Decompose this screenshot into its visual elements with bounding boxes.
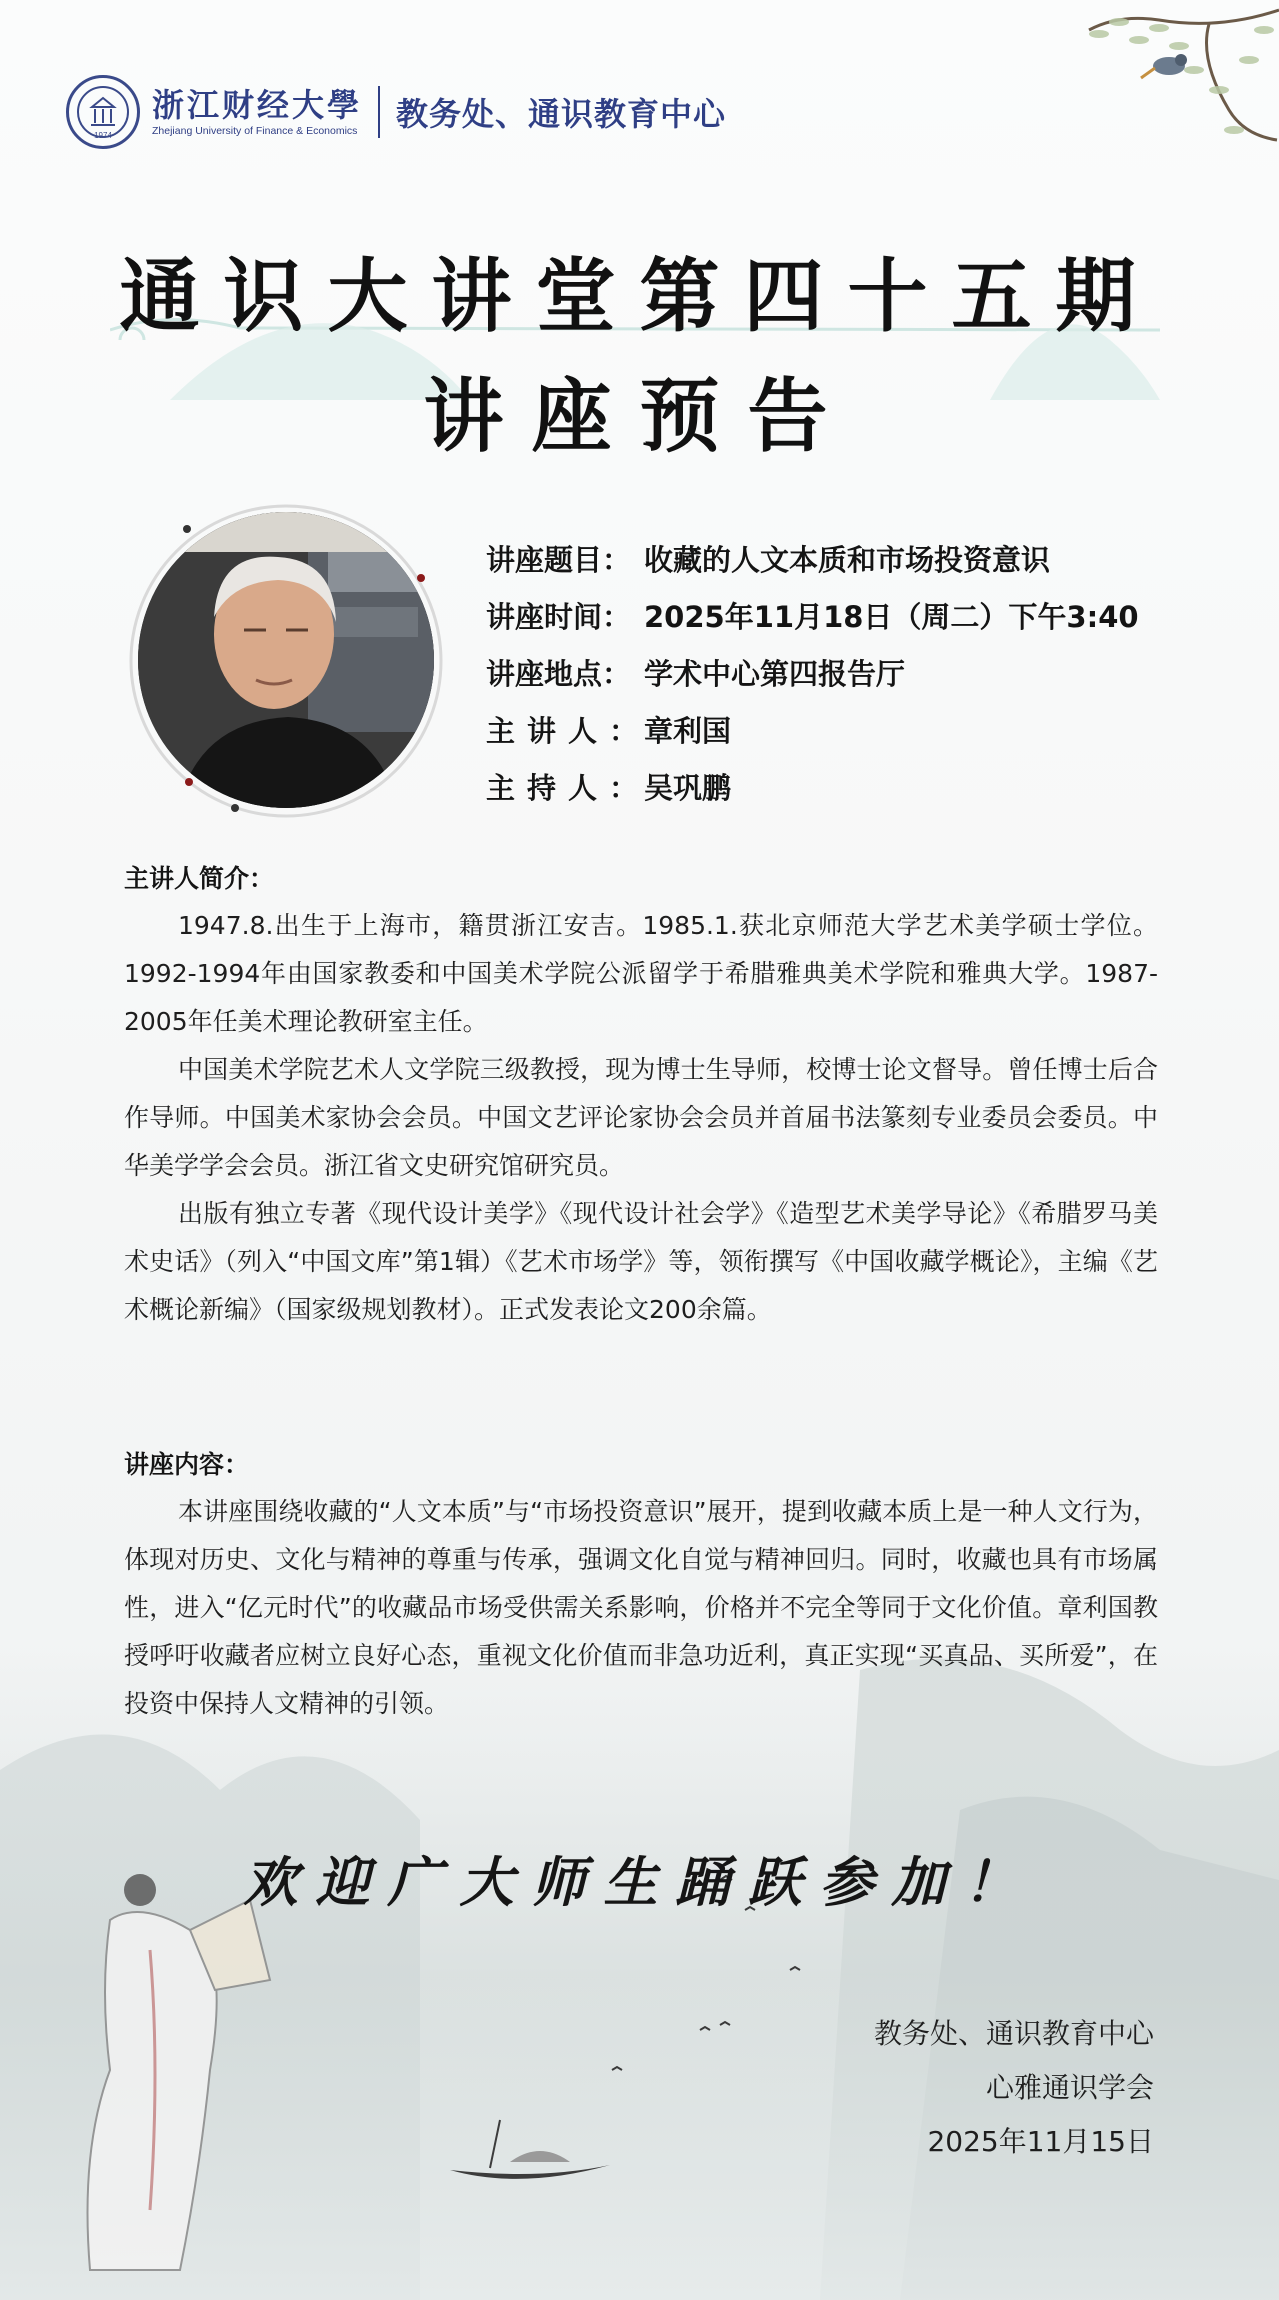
speaker-intro-paragraph-3: 出版有独立专著《现代设计美学》《现代设计社会学》《造型艺术美学导论》《希腊罗马美术史话》（列入“中国文库”第1辑）《艺术市场学》等，领衔撰写《中国收藏学概论》，主编《艺术概论新编》（国家级规划教材）。正式发表论文200余篇。 (124, 1199, 1158, 1324)
branch-bird-decoration (979, 0, 1279, 160)
seal-year: 1974 (94, 131, 112, 140)
info-value-speaker: 章利国 (644, 714, 732, 748)
speaker-intro-paragraph-2: 中国美术学院艺术人文学院三级教授，现为博士生导师，校博士论文督导。曾任博士后合作导师。中国美术家协会会员。中国文艺评论家协会会员并首届书法篆刻专业委员会委员。中华美学学会会员。浙江省文史研究馆研究员。 (124, 1055, 1158, 1180)
university-logotype (152, 86, 362, 138)
info-row-host (486, 758, 1139, 815)
ink-landscape-decoration (0, 1650, 1279, 2300)
university-name-cn: 浙江财经大學 (152, 86, 363, 124)
header-divider (378, 86, 380, 138)
signature-org-1: 教务处、通识教育中心 (873, 2017, 1154, 2050)
university-name-en: Zhejiang University of Finance & Economics (152, 125, 358, 137)
speaker-photo-image (138, 512, 434, 808)
info-label-time: 讲座时间： (486, 600, 632, 634)
info-row-time (486, 587, 1139, 644)
info-row-topic (486, 530, 1139, 587)
info-label-venue: 讲座地点： (486, 657, 632, 691)
seal-emblem-icon (88, 95, 118, 129)
welcome-slogan: 欢迎广大师生踊跃参加！ (243, 1850, 1036, 1914)
info-value-venue: 学术中心第四报告厅 (644, 657, 906, 691)
info-label-topic: 讲座题目： (486, 543, 632, 577)
speaker-portrait (138, 512, 434, 808)
info-label-host: 主持人： (486, 771, 651, 805)
info-label-speaker: 主讲人： (486, 714, 651, 748)
poster-title-line2: 讲座预告 (423, 369, 856, 463)
info-value-host: 吴巩鹏 (644, 771, 732, 805)
lecture-content-paragraph: 本讲座围绕收藏的“人文本质”与“市场投资意识”展开，提到收藏本质上是一种人文行为，体现对历史、文化与精神的尊重与传承，强调文化自觉与精神回归。同时，收藏也具有市场属性，进入“亿元时代”的收藏品市场受供需关系影响，价格并不完全等同于文化价值。章利国教授呼吁收藏者应树立良好心态，重视文化价值而非急功近利，真正实现“买真品、买所爱”，在投资中保持人文精神的引领。 (124, 1497, 1158, 1718)
info-row-venue (486, 644, 1139, 701)
signature-org-2: 心雅通识学会 (985, 2071, 1154, 2104)
info-row-speaker (486, 701, 1139, 758)
poster-title-line1: 通识大讲堂第四十五期 (119, 249, 1160, 343)
lecture-content-heading: 讲座内容： (124, 1450, 250, 1479)
header-department: 教务处、通识教育中心 (396, 95, 727, 133)
info-value-topic: 收藏的人文本质和市场投资意识 (644, 543, 1051, 577)
lecture-content-section (124, 1442, 1158, 1728)
lecture-info (486, 530, 1139, 815)
info-value-time: 2025年11月18日（周二）下午3:40 (644, 600, 1139, 634)
header (66, 72, 726, 152)
speaker-intro-heading: 主讲人简介： (124, 864, 275, 893)
signature-date: 2025年11月15日 (927, 2125, 1154, 2158)
speaker-intro-paragraph-1: 1947.8.出生于上海市，籍贯浙江安吉。1985.1.获北京师范大学艺术美学硕士学位。1992-1994年由国家教委和中国美术学院公派留学于希腊雅典美术学院和雅典大学。1987-2005年任美术理论教研室主任。 (124, 911, 1158, 1036)
university-seal-icon (66, 75, 140, 149)
speaker-intro-section (124, 856, 1158, 1334)
